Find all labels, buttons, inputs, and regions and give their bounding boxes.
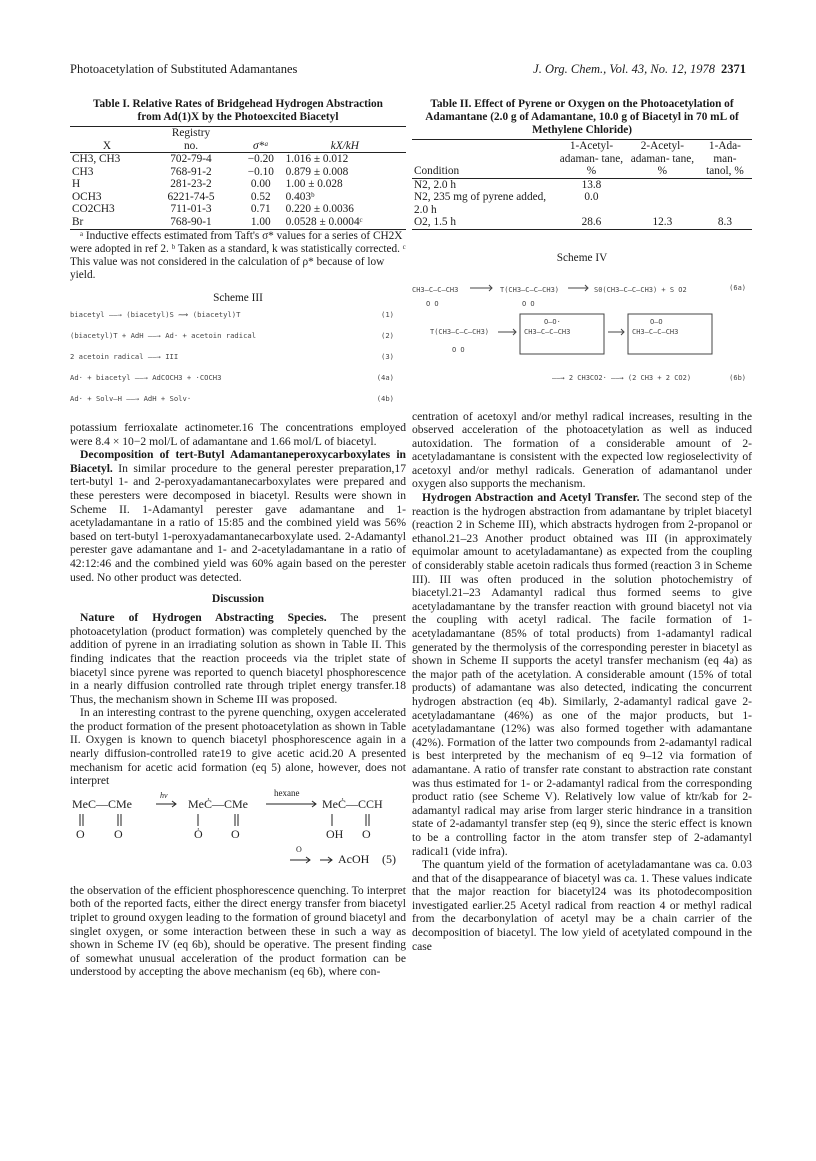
cell bbox=[698, 178, 752, 191]
cell: O2, 1.5 h bbox=[414, 216, 457, 228]
paragraph-text: The second step of the reaction is the hydrogen abstraction from adamantane by triplet biacetyl (reaction 2 in Scheme III), which abstracts hydrogen from 2-propanol or ethanol.21–23 Another product obtained was III (in approximately equimolar amount to acetyladamantane) as expected from the coupling of considerably stable acetoin radicals thus formed (reaction 3 in Scheme III). III was often produced in the solution photochemistry of biacetyl.21–23 Adamantyl radical thus formed seems to give acetyladamantane by the transfer reaction with ground biacetyl not via the coupling with acetyl radical. The facile formation of 1-acetyladamantane (85% of total products) from 1-adamantyl radical generated by the thermolysis of the corresponding perester in biacetyl as shown in Scheme II supports the acetyl transfer mechanism (eq 4a) as the major path of the acetylation. A considerable amount (15% of total products) of adamantane was also detected, indicating the concurrent hydrogen abstraction (eq 4b). Similarly, 2-adamantyl radical gave 2-acetyladamantane (46%) as one of the major products, but 1-acetyladamantane (12%) was also formed together with adamantane (42%). Formation of the latter two compounds from 2-adamantyl radical is best interpreted by the mechanism of eq 9–12 via formation of adamantane. A ratio of transfer rate constant to abstraction rate constant was thus estimated for 1- or 2-adamantyl radical from the corresponding product ratio (see Scheme V). Relatively low value of ktr/kab for 2-adamantyl radical may arise from larger steric hindrance in a transition state of 2-adamantyl transfer step (eq 9), since the steric effect is known to be a controlling factor in the atom transfer step of 2-adamantyl radical1 (vide infra). bbox=[412, 491, 752, 858]
scheme4-title: Scheme IV bbox=[556, 251, 608, 264]
svg-text:T(CH3–C–C–CH3): T(CH3–C–C–CH3) bbox=[430, 327, 490, 336]
cell bbox=[698, 191, 752, 216]
table2-col-adamantanol: 1-Ada- man- tanol, % bbox=[706, 140, 744, 177]
cell bbox=[627, 191, 698, 216]
table1-col-registry: no. bbox=[183, 139, 199, 152]
table1-title: Table I. Relative Rates of Bridgehead Hydrogen Abstraction from Ad(1)X by the Photoexcited Biacetyl bbox=[93, 98, 383, 123]
eq-number: (4b) bbox=[376, 394, 394, 403]
cell: CH3, CH3 bbox=[72, 153, 121, 165]
scheme-line bbox=[70, 352, 406, 373]
section-heading: Nature of Hydrogen Abstracting Species. bbox=[80, 611, 327, 625]
scheme-eq: 2 acetoin radical ——→ III bbox=[70, 352, 179, 361]
paragraph-text: In similar procedure to the general perester preparation,17 tert-butyl 1- and 2-peroxyadamantanecarboxylates were prepared and these peresters were decomposed in biacetyl. Results were shown in Scheme II. 1-Adamantyl perester gave adamantane and 1-acetyladamantane in a ratio of 15:85 and the combined yield was 56% based on tert-butyl 1-peroxyadamantanecarboxylate used. 2-Adamantyl perester gave adamantane and 1- and 2-acetyladamantane in a ratio of 42:12:46 and the combined yield was 60% again based on the perester used. No other product was detected. bbox=[70, 461, 406, 584]
paragraph bbox=[70, 448, 406, 584]
eq6b-number: (6b) bbox=[729, 373, 746, 382]
svg-text:O: O bbox=[76, 826, 85, 841]
cell: 1.016 ± 0.012 bbox=[285, 153, 349, 165]
svg-text:O O: O O bbox=[426, 299, 439, 308]
cell: 8.3 bbox=[717, 216, 732, 228]
cell: 0.0 bbox=[584, 191, 599, 203]
paragraph: the observation of the efficient phosphorescence quenching. To interpret both of the reported facts, either the direct energy transfer from biacetyl triplet to ground oxygen leading to the formation of ground biacetyl and singlet oxygen, or some interaction between these in such a way as shown in Scheme IV (eq 6b), should be operative. The present finding of somewhat unusual acceleration of the product formation can be understood by accepting the above mechanism (eq 6b), where con- bbox=[70, 883, 406, 979]
table2-title: Table II. Effect of Pyrene or Oxygen on the Photoacetylation of Adamantane (2.0 g of Adamantane, 10.0 g of Biacetyl in 70 mL of Methylene Chloride) bbox=[425, 98, 739, 136]
right-column bbox=[412, 98, 752, 953]
table-row bbox=[70, 166, 406, 179]
scheme4 bbox=[412, 270, 752, 394]
eq6a-number: (6a) bbox=[729, 283, 746, 292]
cell: 768-91-2 bbox=[170, 165, 212, 178]
scheme4-last-line: ——→ 2 CH3CO2· ——→ (2 CH3 + 2 CO2) bbox=[552, 373, 692, 382]
page-number: 2371 bbox=[721, 62, 746, 76]
svg-text:MeĊ—CMe: MeĊ—CMe bbox=[188, 796, 248, 811]
cell: 0.879 ± 0.008 bbox=[285, 165, 349, 178]
scheme-line bbox=[70, 310, 406, 331]
scheme-eq: Ad· + Solv–H ——→ AdH + Solv· bbox=[70, 394, 192, 403]
page-header bbox=[70, 62, 746, 78]
scheme-eq: Ad· + biacetyl ——→ AdCOCH3 + ·COCH3 bbox=[70, 373, 222, 382]
table2-col-1acetyl: 1-Acetyl- adaman- tane, % bbox=[559, 140, 624, 177]
cell: N2, 235 mg of pyrene added, 2.0 h bbox=[414, 191, 547, 216]
svg-text:O—O·: O—O· bbox=[544, 317, 561, 326]
cell bbox=[627, 178, 698, 191]
svg-text:OH: OH bbox=[326, 826, 344, 841]
cell: 0.00 bbox=[250, 178, 271, 190]
scheme3-title: Scheme III bbox=[213, 292, 263, 304]
cell: 1.00 ± 0.028 bbox=[285, 178, 343, 190]
cell: −0.10 bbox=[247, 165, 274, 178]
paragraph: centration of acetoxyl and/or methyl radical increases, resulting in the observed acceleration of the photoacetylation as well as induced autoxidation. The formation of a considerable amount of 2-acetyladamantane is consistent with the expected low regioselectivity of acetoxyl and/or methyl radicals. Generation of adamantanol under oxygen also supports the mechanism. bbox=[412, 409, 752, 491]
svg-text:O O: O O bbox=[522, 299, 535, 308]
paragraph bbox=[412, 491, 752, 858]
cell: 0.0528 ± 0.0004ᶜ bbox=[285, 215, 363, 228]
svg-text:CH3–C–C–CH3: CH3–C–C–CH3 bbox=[412, 285, 459, 294]
svg-text:O: O bbox=[231, 826, 240, 841]
hexane-label: hexane bbox=[274, 787, 300, 798]
paragraph: The quantum yield of the formation of acetyladamantane was ca. 0.03 and that of the disappearance of biacetyl was ca. 1. These values indicate that the major reaction for biacetyl24 was its photodecomposition investigated earlier.25 Acetyl radical from reaction 4 or methyl radical from the decarbonylation of acetyl may be a chain carrier of the decomposition of biacetyl. The low yield of acetylated compound in the case bbox=[412, 858, 752, 953]
scheme-line bbox=[70, 373, 406, 394]
cell: 1.00 bbox=[250, 215, 271, 228]
cell: 0.403ᵇ bbox=[285, 190, 315, 203]
table1-col-x: X bbox=[102, 139, 112, 152]
cell: CH3 bbox=[72, 165, 94, 178]
scheme3 bbox=[70, 310, 406, 415]
cell: 702-79-4 bbox=[170, 153, 212, 165]
scheme-line bbox=[70, 394, 406, 415]
eq-number: (1) bbox=[381, 310, 394, 319]
table-row bbox=[70, 203, 406, 216]
cell: Br bbox=[72, 215, 84, 228]
table-row bbox=[70, 191, 406, 204]
cell: −0.20 bbox=[247, 153, 274, 165]
journal-name: J. Org. Chem., Vol. 43, No. 12, 1978 bbox=[533, 62, 715, 76]
svg-text:O: O bbox=[296, 844, 302, 854]
svg-text:CH3–C–C–CH3: CH3–C–C–CH3 bbox=[524, 327, 571, 336]
cell: 768-90-1 bbox=[170, 215, 212, 228]
table1-col-sigma: σ*ᵃ bbox=[252, 139, 269, 152]
eq-number: (3) bbox=[381, 352, 394, 361]
table1-footnote: ᵃ Inductive effects estimated from Taft's σ* values for a series of CH2X were adopted in ref 2. ᵇ Taken as a standard, k was statistically corrected. ᶜ This value was not considered in the calculation of ρ* because of low yield. bbox=[70, 230, 406, 281]
table1 bbox=[70, 126, 406, 228]
section-heading: Hydrogen Abstraction and Acetyl Transfer. bbox=[422, 491, 640, 505]
table2-col-condition: Condition bbox=[414, 165, 460, 177]
svg-text:O: O bbox=[362, 826, 371, 841]
scheme-eq: biacetyl ——→ (biacetyl)S ⟿ (biacetyl)T bbox=[70, 310, 241, 319]
left-column bbox=[70, 98, 406, 979]
svg-text:S0(CH3–C–C–CH3) + S O2: S0(CH3–C–C–CH3) + S O2 bbox=[594, 285, 687, 294]
cell: CO2CH3 bbox=[72, 203, 115, 215]
scheme-eq: (biacetyl)T + AdH ——→ Ad· + acetoin radical bbox=[70, 331, 257, 340]
svg-text:hν: hν bbox=[160, 790, 168, 800]
scheme-line bbox=[70, 331, 406, 352]
cell: 13.8 bbox=[581, 178, 602, 191]
equation-5-structures bbox=[70, 788, 406, 884]
svg-text:MeĊ—CCH: MeĊ—CCH bbox=[322, 796, 383, 811]
cell: N2, 2.0 h bbox=[414, 178, 457, 191]
cell: H bbox=[72, 178, 81, 190]
table-row bbox=[412, 178, 752, 191]
svg-text:CH3–C–C–CH3: CH3–C–C–CH3 bbox=[632, 327, 679, 336]
svg-text:O: O bbox=[114, 826, 123, 841]
cell: 0.71 bbox=[250, 203, 271, 215]
table-row bbox=[70, 153, 406, 166]
cell: 28.6 bbox=[581, 216, 602, 228]
table1-col-k: kX/kH bbox=[330, 139, 359, 152]
paragraph: In an interesting contrast to the pyrene quenching, oxygen accelerated the product formation of the present photoacetylation as shown in Table II. Oxygen is known to quench biacetyl phosphorescence again in a nearly diffusion-controlled rate19 to give acetic acid.20 A presented mechanism for acetic acid formation (eq 5) alone, however, does not interpret bbox=[70, 706, 406, 788]
cell: 281-23-2 bbox=[170, 178, 212, 190]
table1-col-registry-top: Registry bbox=[171, 127, 211, 139]
eq-number: (2) bbox=[381, 331, 394, 340]
eq-number: (4a) bbox=[376, 373, 394, 382]
cell: 711-01-3 bbox=[170, 203, 212, 215]
svg-text:MeC—CMe: MeC—CMe bbox=[72, 796, 132, 811]
cell: 0.52 bbox=[250, 190, 271, 203]
paragraph bbox=[70, 611, 406, 706]
journal-citation bbox=[533, 62, 746, 77]
svg-text:O O: O O bbox=[452, 345, 465, 354]
cell: 6221-74-5 bbox=[167, 190, 215, 203]
paragraph-text: The present photoacetylation (product formation) was completely quenched by the addition of pyrene in an irradiating solution as shown in Table II. This finding indicates that the reaction proceeds via the triplet state of biacetyl since pyrene was reported to quench biacetyl phosphorescence in a nearly diffusion controlled rate through triplet energy transfer.18 Thus, the mechanism shown in Scheme III was proposed. bbox=[70, 611, 407, 706]
eq5-number: (5) bbox=[382, 851, 396, 866]
svg-text:Ȯ: Ȯ bbox=[194, 826, 203, 841]
svg-text:T(CH3–C–C–CH3): T(CH3–C–C–CH3) bbox=[500, 285, 560, 294]
table2-col-2acetyl: 2-Acetyl- adaman- tane, % bbox=[630, 140, 695, 177]
discussion-heading: Discussion bbox=[211, 592, 265, 606]
cell: OCH3 bbox=[72, 190, 102, 203]
table-row bbox=[70, 178, 406, 191]
table-row bbox=[412, 191, 752, 216]
section-heading: Decomposition of tert-Butyl Adamantaneperoxycarboxylates in Biacetyl. bbox=[70, 448, 406, 475]
equation-5 bbox=[70, 788, 406, 884]
acoh-product: AcOH bbox=[338, 851, 370, 866]
table-row bbox=[412, 216, 752, 229]
paragraph: potassium ferrioxalate actinometer.16 The concentrations employed were 8.4 × 10−2 mol/L of adamantane and 1.66 mol/L of biacetyl. bbox=[70, 421, 406, 448]
svg-text:O—O: O—O bbox=[650, 317, 663, 326]
cell: 12.3 bbox=[652, 216, 673, 228]
table-row bbox=[70, 216, 406, 229]
table2 bbox=[412, 139, 752, 230]
running-title: Photoacetylation of Substituted Adamantanes bbox=[70, 62, 298, 76]
cell: 0.220 ± 0.0036 bbox=[285, 203, 354, 215]
